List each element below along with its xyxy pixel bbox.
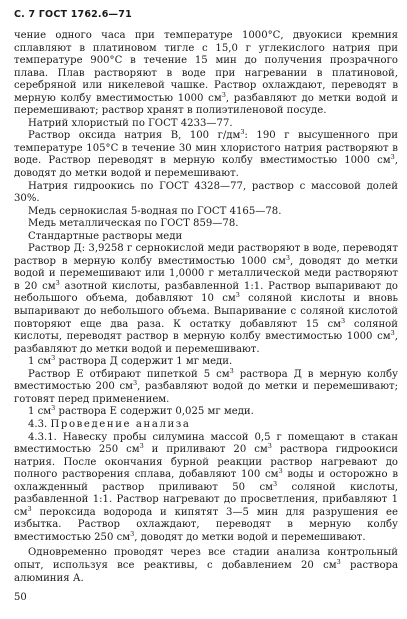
paragraph: Стандартные растворы меди <box>28 230 183 242</box>
paragraph: 1 $см^3$ раствора Е содержит 0,025 мг меди. <box>28 404 254 418</box>
document-body <box>14 30 398 585</box>
paragraph: чение одного часа при температуре 1000°С, двуокиси кремния сплавляют в платиновом тигле с 15,0 г углекислого натрия при температуре 900°С в течение 15 мин до получения прозрачного плава. Плав растворяют в воде при нагревании в платиновой, серебряной или никелевой чашке. Раствор охлаждают, переводят в мерную колбу вместимостью 1000 $см^3$, разбавляют до метки водой и перемешивают; раствор хранят в полиэтиленовой посуде. <box>14 30 398 117</box>
paragraph: 4.3.1. Навеску пробы силумина массой 0,5 г помещают в стакан вместимостью 250 $см^3$ и приливают 20 $см^3$ раствора гидроокиси натрия. После окончания бурной реакции раствор нагревают до полного растворения сплава, добавляют 100 $см^3$ воды и осторожно в охлажденный раствор приливают 50 $см^3$ соляной кислоты, разбавленной 1:1. Раствор нагревают до просветления, прибавляют 1 $см^3$ пероксида водорода и кипятят 3—5 мин для разрушения ее избытка. Раствор охлаждают, переводят в мерную колбу вместимостью 250 $см^3$, доводят до метки водой и перемешивают. <box>14 431 399 543</box>
paragraph: Раствор Е отбирают пипеткой 5 $см^3$ раствора Д в мерную колбу вместимостью 200 $см^3$, разбавляют водой до метки и перемешивают; готовят перед применением. <box>14 366 399 405</box>
paragraph: Медь сернокислая 5-водная по ГОСТ 4165—78. <box>28 205 282 217</box>
page-number: 50 <box>14 592 27 603</box>
paragraph: Одновременно проводят через все стадии анализа контрольный опыт, используя все реактивы, с добавлением 20 $см^3$ раствора алюминия А. <box>14 547 398 584</box>
paragraph: Натрия гидроокись по ГОСТ 4328—77, раствор с массовой долей 30%. <box>14 180 398 205</box>
paragraph: Натрий хлористый по ГОСТ 4233—77. <box>28 117 233 129</box>
page-header: С. 7 ГОСТ 1762.6—71 <box>14 9 132 20</box>
paragraph: Раствор Д: 3,9258 г сернокислой меди растворяют в воде, переводят раствор в мерную колбу вместимостью 1000 $см^3$, доводят до метки водой и перемешивают или 1,0000 г металлической меди растворяют в 20 $см^3$ азотной кислоты, разбавленной 1:1. Раствор выпаривают до небольшого объема, добавляют 10 $см^3$ соляной кислоты и вновь выпаривают до небольшого объема. Выпаривание с соляной кислотой повторяют еще два раза. К остатку добавляют 15 $см^3$ соляной кислоты, переводят раствор в мерную колбу вместимостью 1000 $см^3$, разбавляют до метки водой и перемешивают. <box>14 243 398 355</box>
paragraph: 1 $см^3$ раствора Д содержит 1 мг меди. <box>28 354 233 368</box>
paragraph: Раствор оксида натрия В, 100 $г/дм^3$: 190 г высушенного при температуре 105°С в течение 30 мин хлористого натрия растворяют в воде. Раствор переводят в мерную колбу вместимостью 1000 $см^3$, доводят до метки водой и перемешивают. <box>14 128 398 180</box>
document-page <box>14 8 398 585</box>
paragraph: 4.3. Проведение анализа <box>28 418 191 430</box>
paragraph: Медь металлическая по ГОСТ 859—78. <box>28 218 239 230</box>
